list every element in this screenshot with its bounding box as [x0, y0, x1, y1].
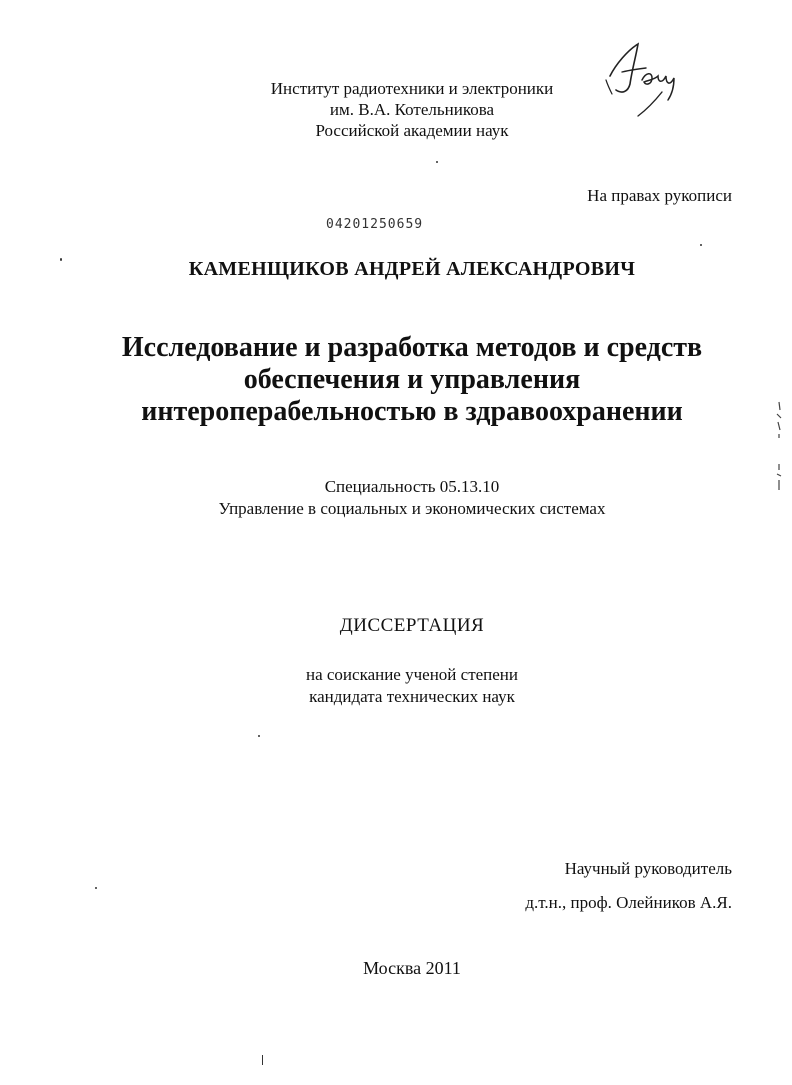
dissertation-title: [16, 332, 792, 428]
supervisor-block: [525, 852, 732, 920]
scan-speck: [95, 887, 97, 889]
author-name: КАМЕНЩИКОВ АНДРЕЙ АЛЕКСАНДРОВИЧ: [188, 258, 636, 280]
manuscript-rights-note: На правах рукописи: [587, 186, 732, 205]
supervisor-role: Научный руководитель: [564, 859, 732, 878]
handwritten-signature-icon: [592, 36, 684, 126]
scan-speck: [436, 161, 438, 163]
institution-line-3: Российской академии наук: [315, 121, 509, 140]
document-type: ДИССЕРТАЦИЯ: [339, 615, 485, 636]
scan-speck: [60, 258, 62, 261]
specialty-block: [16, 476, 792, 520]
institution-line-2: им. В.А. Котельникова: [329, 100, 495, 119]
institution-line-1: Институт радиотехники и электроники: [270, 79, 554, 98]
scan-speck: [262, 1055, 263, 1065]
title-line-2: обеспечения и управления: [243, 364, 581, 395]
scan-edge-mark: [773, 400, 785, 440]
place-year: Москва 2011: [363, 958, 461, 978]
degree-line-1: на соискание ученой степени: [305, 665, 519, 684]
archive-number: 04201250659: [326, 217, 424, 232]
title-line-3: интероперабельностью в здравоохранении: [141, 396, 683, 427]
degree-block: [16, 664, 792, 708]
specialty-name: Управление в социальных и экономических системах: [218, 499, 606, 518]
title-line-1: Исследование и разработка методов и средств: [121, 332, 703, 363]
specialty-code: Специальность 05.13.10: [324, 477, 500, 496]
supervisor-name: д.т.н., проф. Олейников А.Я.: [525, 893, 732, 912]
scan-edge-mark: [773, 462, 785, 492]
degree-line-2: кандидата технических наук: [309, 687, 515, 706]
scan-speck: [258, 735, 260, 737]
scan-speck: [700, 244, 702, 246]
